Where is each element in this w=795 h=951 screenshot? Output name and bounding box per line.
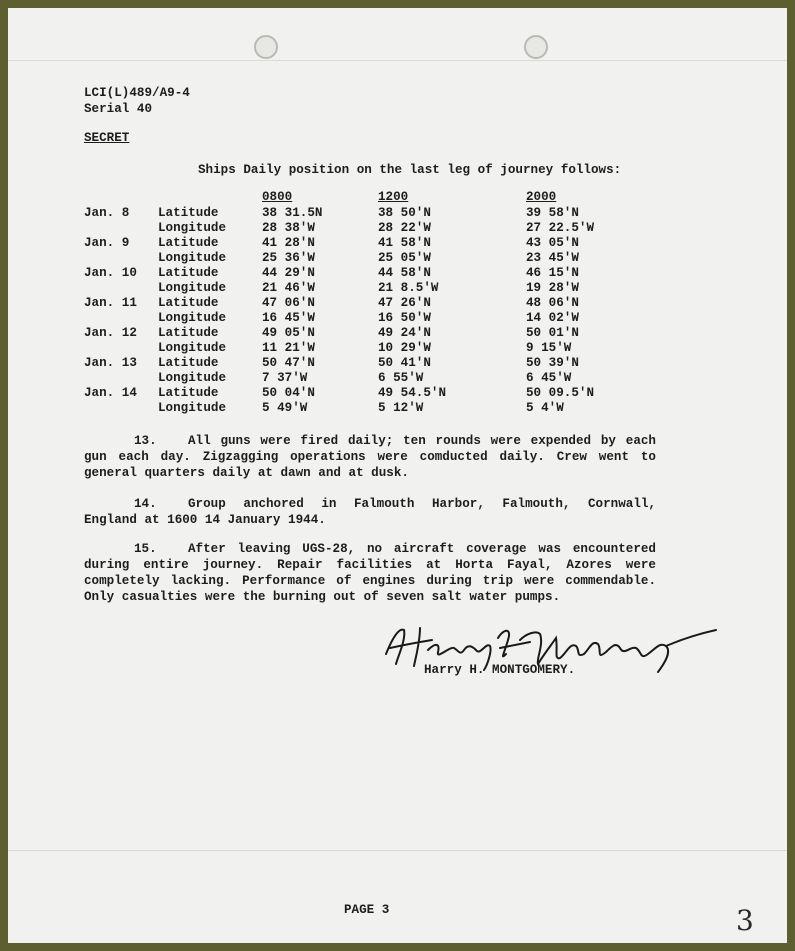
table-intro: Ships Daily position on the last leg of journey follows: — [198, 163, 622, 177]
table-cell: 11 21'W — [262, 341, 315, 355]
row-date: Jan. 9 — [84, 236, 130, 250]
table-cell: 41 58'N — [378, 236, 431, 250]
table-cell: 47 06'N — [262, 296, 315, 310]
row-type: Longitude — [158, 341, 227, 355]
table-cell: 25 36'W — [262, 251, 315, 265]
row-type: Longitude — [158, 251, 227, 265]
table-cell: 23 45'W — [526, 251, 579, 265]
row-type: Latitude — [158, 266, 219, 280]
table-cell: 28 38'W — [262, 221, 315, 235]
table-cell: 49 24'N — [378, 326, 431, 340]
row-type: Latitude — [158, 236, 219, 250]
row-type: Latitude — [158, 206, 219, 220]
document-page — [8, 8, 787, 943]
table-cell: 5 12'W — [378, 401, 424, 415]
file-reference: LCI(L)489/A9-4 — [84, 86, 190, 100]
serial-number: Serial 40 — [84, 102, 153, 116]
table-cell: 21 8.5'W — [378, 281, 439, 295]
punch-hole-right — [524, 35, 548, 59]
paragraph-number: 15. — [134, 542, 157, 556]
paragraph-13 — [84, 433, 656, 481]
row-type: Longitude — [158, 221, 227, 235]
row-type: Longitude — [158, 281, 227, 295]
table-cell: 50 04'N — [262, 386, 315, 400]
table-cell: 25 05'W — [378, 251, 431, 265]
table-cell: 14 02'W — [526, 311, 579, 325]
table-cell: 48 06'N — [526, 296, 579, 310]
table-cell: 44 29'N — [262, 266, 315, 280]
table-cell: 19 28'W — [526, 281, 579, 295]
table-cell: 49 05'N — [262, 326, 315, 340]
table-cell: 43 05'N — [526, 236, 579, 250]
row-type: Latitude — [158, 386, 219, 400]
table-cell: 21 46'W — [262, 281, 315, 295]
table-cell: 10 29'W — [378, 341, 431, 355]
paragraph-text: All guns were fired daily; ten rounds were expended by each gun each day. Zigzagging operations were comducted daily. Crew went to general quarters daily at dawn and at dusk. — [84, 434, 656, 480]
handwritten-page-number: 3 — [736, 904, 754, 937]
table-cell: 47 26'N — [378, 296, 431, 310]
paragraph-number: 14. — [134, 497, 157, 511]
table-cell: 16 50'W — [378, 311, 431, 325]
paragraph-text: Group anchored in Falmouth Harbor, Falmouth, Cornwall, England at 1600 14 January 1944. — [84, 497, 656, 527]
paragraph-14 — [84, 496, 656, 528]
row-date: Jan. 10 — [84, 266, 137, 280]
row-date: Jan. 13 — [84, 356, 137, 370]
table-cell: 39 58'N — [526, 206, 579, 220]
table-cell: 5 49'W — [262, 401, 308, 415]
row-type: Longitude — [158, 401, 227, 415]
table-cell: 46 15'N — [526, 266, 579, 280]
row-date: Jan. 14 — [84, 386, 137, 400]
row-type: Latitude — [158, 356, 219, 370]
table-cell: 49 54.5'N — [378, 386, 447, 400]
row-date: Jan. 12 — [84, 326, 137, 340]
paragraph-15 — [84, 541, 656, 605]
table-cell: 9 15'W — [526, 341, 572, 355]
classification-label: SECRET — [84, 131, 130, 145]
punch-hole-left — [254, 35, 278, 59]
paper-fold-line — [8, 60, 787, 61]
typed-signatory-name: Harry H. MONTGOMERY. — [424, 663, 576, 677]
table-cell: 5 4'W — [526, 401, 564, 415]
paragraph-text: After leaving UGS-28, no aircraft coverage was encountered during entire journey. Repair facilities at Horta Fayal, Azores were completely lacking. Performance of engines during trip were commendable. Only casualties were the burning out of seven salt water pumps. — [84, 542, 656, 604]
column-header: 1200 — [378, 190, 409, 204]
row-type: Longitude — [158, 311, 227, 325]
column-header: 0800 — [262, 190, 293, 204]
table-cell: 50 01'N — [526, 326, 579, 340]
paper-fold-line — [8, 850, 787, 851]
row-type: Longitude — [158, 371, 227, 385]
table-cell: 6 45'W — [526, 371, 572, 385]
table-cell: 28 22'W — [378, 221, 431, 235]
table-cell: 27 22.5'W — [526, 221, 595, 235]
table-cell: 16 45'W — [262, 311, 315, 325]
page-number: PAGE 3 — [344, 903, 390, 917]
table-cell: 41 28'N — [262, 236, 315, 250]
table-cell: 50 47'N — [262, 356, 315, 370]
table-cell: 38 31.5N — [262, 206, 323, 220]
row-date: Jan. 11 — [84, 296, 137, 310]
table-cell: 50 41'N — [378, 356, 431, 370]
row-date: Jan. 8 — [84, 206, 130, 220]
row-type: Latitude — [158, 296, 219, 310]
table-cell: 50 09.5'N — [526, 386, 595, 400]
table-cell: 50 39'N — [526, 356, 579, 370]
table-cell: 7 37'W — [262, 371, 308, 385]
row-type: Latitude — [158, 326, 219, 340]
table-cell: 44 58'N — [378, 266, 431, 280]
column-header: 2000 — [526, 190, 557, 204]
table-cell: 6 55'W — [378, 371, 424, 385]
table-cell: 38 50'N — [378, 206, 431, 220]
paragraph-number: 13. — [134, 434, 157, 448]
